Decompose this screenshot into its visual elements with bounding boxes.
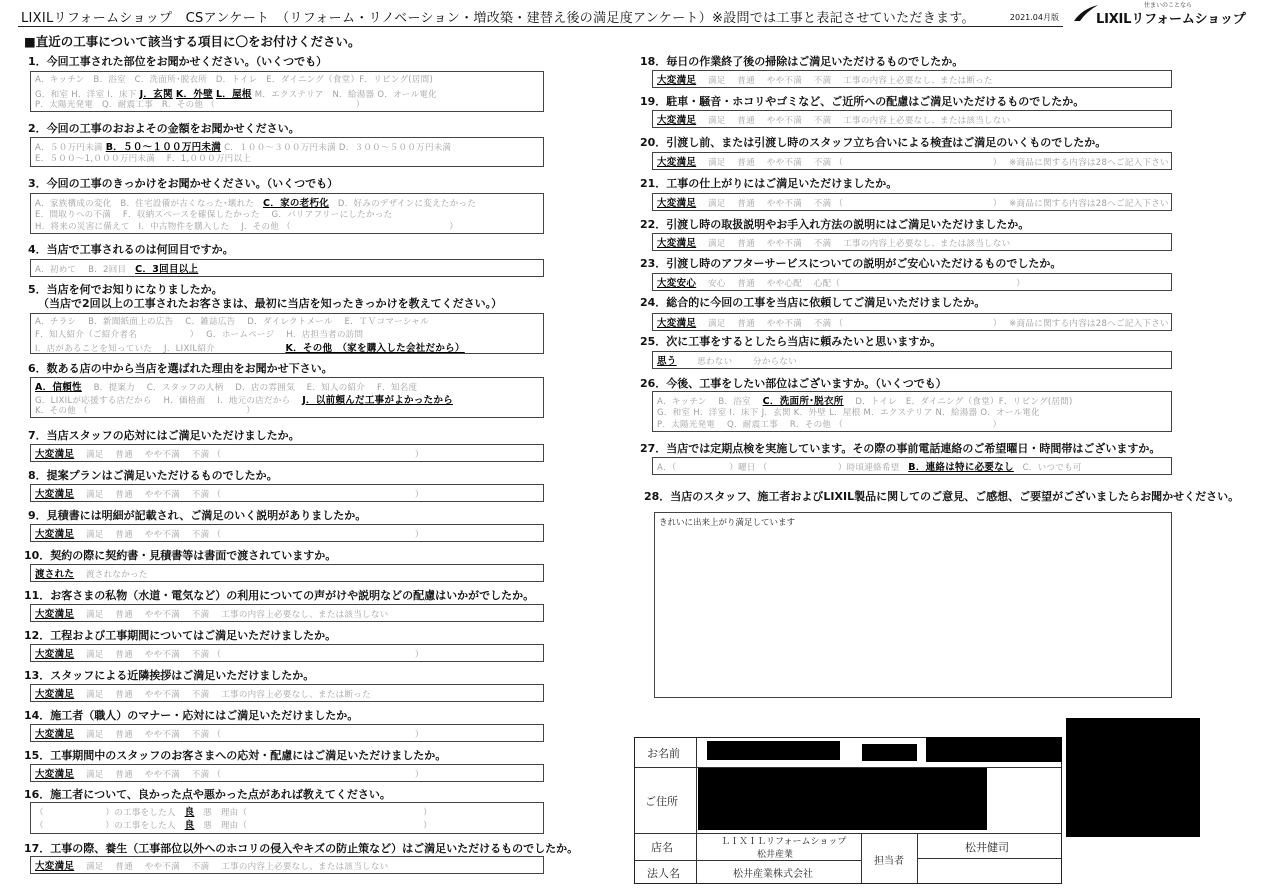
question-2: 2．今回の工事のおおよその金額をお聞かせください。 <box>28 122 300 135</box>
selected-option: 大変満足 <box>657 318 697 329</box>
document-title: LIXILリフォームショップ CSアンケート （リフォーム・リノベーション・増改築・建替え後の満足度アンケート）※設問では工事と表記させていただきます。 <box>21 11 975 26</box>
store-label: 店名 <box>651 841 673 854</box>
selected-option: 大変満足 <box>35 729 75 740</box>
answer-box-3 <box>30 193 544 234</box>
selected-option: J．玄関 <box>139 88 173 100</box>
answer-box-1 <box>30 71 544 112</box>
option-text: G．和室 H．洋室 I．床下 <box>35 89 140 100</box>
address-label: ご住所 <box>645 795 678 808</box>
answer-box-7 <box>30 444 544 462</box>
option-text: 渡されなかった <box>74 570 148 580</box>
store-value-line1: ＬＩＸＩＬリフォームショップ <box>721 837 847 847</box>
answer-line <box>35 340 465 354</box>
answer-line <box>657 112 1010 126</box>
option-text: 満足 普通 やや不満 不満 （ ） <box>74 450 424 460</box>
option-text: C．いつでも可 <box>1013 463 1082 473</box>
question-20: 20．引渡し前、または引渡し時のスタッフ立ち合いによる検査はご満足のいくものでしたか。 <box>640 136 1107 149</box>
answer-line <box>35 526 424 540</box>
option-text: 満足 普通 やや不満 不満 （ ） ※商品に関する内容は28へご記入下さい <box>696 158 1169 168</box>
option-text: 満足 普通 やや不満 不満 工事の内容上必要なし、または断った <box>74 690 371 700</box>
question-21: 21．工事の仕上がりにはご満足いただけましたか。 <box>640 177 898 190</box>
answer-line <box>657 72 993 86</box>
answer-line <box>35 315 429 327</box>
answer-line <box>657 235 1010 249</box>
answer-line <box>657 275 1025 289</box>
edition-date: 2021.04月版 <box>1009 13 1059 22</box>
corp-label: 法人名 <box>647 867 680 880</box>
option-text: M．エクステリア N．給湯器 O．オール電化 <box>251 89 437 100</box>
redacted-name-3 <box>926 737 1062 762</box>
lixil-logo <box>1070 0 1246 28</box>
answer-line <box>35 566 148 580</box>
option-text: 思わない 分からない <box>676 357 798 367</box>
selected-option: 大変満足 <box>35 609 75 620</box>
logo-tagline: 住まいのことなら <box>1144 2 1193 9</box>
selected-option: J．以前頼んだ工事がよかったから <box>302 394 454 406</box>
selected-option: B．連絡は特に必要なし <box>908 462 1014 473</box>
answer-line <box>35 486 424 500</box>
question-18: 18．毎日の作業終了後の掃除はご満足いただけるものでしたか。 <box>640 55 964 68</box>
option-text: （ ）の工事をした人 <box>35 820 185 831</box>
option-text: 満足 普通 やや不満 不満 工事の内容上必要なし、または該当しない <box>696 116 1011 126</box>
answer-box-21 <box>652 193 1172 211</box>
selected-option: K．外壁 <box>175 88 213 100</box>
answer-line <box>35 261 198 275</box>
option-text: 満足 普通 やや不満 不満 工事の内容上必要なし、または該当しない <box>74 610 389 620</box>
section-heading: ■直近の工事について該当する項目に〇をお付けください。 <box>24 34 361 49</box>
question-15: 15．工事期間中のスタッフのお客さまへの応対・配慮にはご満足いただけましたか。 <box>24 749 447 762</box>
question-11: 11．お客さまの私物（水道・電気など）の利用についての声がけや説明などの配慮はいかがでしたか。 <box>24 589 535 602</box>
question-28: 28．当店のスタッフ、施工者およびLIXIL製品に関してのご意見、ご感想、ご要望がございましたらお聞かせください。 <box>644 490 1240 503</box>
answer-box-5 <box>30 313 544 354</box>
question-3: 3．今回の工事のきっかけをお聞かせください。（いくつでも） <box>28 177 339 190</box>
answer-line <box>35 646 424 660</box>
answer-box-8 <box>30 484 544 502</box>
answer-line <box>35 686 371 700</box>
option-text: A．５０万円未満 <box>35 143 106 153</box>
question-13: 13．スタッフによる近隣挨拶はご満足いただけましたか。 <box>24 669 315 682</box>
redacted-name-2 <box>862 744 917 761</box>
question-7: 7．当店スタッフの応対にはご満足いただけましたか。 <box>28 429 300 442</box>
answer-line <box>35 446 424 460</box>
option-text: A．初めて B．2回目 <box>35 265 136 275</box>
option-text: E．５００～1,０００万円未満 F．1,０００万円以上 <box>35 153 252 164</box>
answer-line <box>35 404 255 416</box>
selected-option: 大変安心 <box>657 278 697 289</box>
answer-box-20 <box>652 152 1172 170</box>
customer-info-table <box>634 737 1062 884</box>
answer-box-22 <box>652 233 1172 251</box>
answer-line <box>35 766 424 780</box>
option-text: E．間取りへの不満 F．収納スペースを確保したかった G．バリアフリーにしたかった <box>35 209 393 220</box>
question-24: 24．総合的に今回の工事を当店に依頼してご満足いただけましたか。 <box>640 296 986 309</box>
option-text: F．知人紹介（ご紹介者名 ） G．ホームページ H．店担当者の訪問 <box>35 329 364 340</box>
question-26: 26．今後、工事をしたい部位はございますか。（いくつでも） <box>640 377 947 390</box>
question-12: 12．工程および工事期間についてはご満足いただけましたか。 <box>24 629 337 642</box>
answer-box-12 <box>30 644 544 662</box>
redacted-address <box>698 768 987 830</box>
comment-box <box>654 512 1172 698</box>
selected-option: 思う <box>657 356 677 367</box>
store-value-line2: 松井産業 <box>757 850 794 860</box>
selected-option: B．５０～１００万円未満 <box>105 142 222 153</box>
answer-line <box>35 220 458 232</box>
selected-option: 大変満足 <box>35 861 75 872</box>
selected-option: 大変満足 <box>657 157 697 168</box>
option-text: 満足 普通 やや不満 不満 （ ） <box>74 490 424 500</box>
redacted-name-1 <box>707 741 840 760</box>
selected-option: C．家の老朽化 <box>263 198 330 209</box>
option-text: D．トイレ E．ダイニング（食堂）F．リビング(居間) <box>843 397 1073 407</box>
answer-box-16 <box>30 802 544 834</box>
selected-option: 大変満足 <box>35 449 75 460</box>
answer-line <box>35 208 392 220</box>
option-text: G．LIXILが応援する店だから H．価格面 I．地元の店だから <box>35 395 303 406</box>
answer-line <box>657 418 1001 430</box>
selected-option: 大変満足 <box>35 689 75 700</box>
redacted-stamp <box>1066 718 1200 837</box>
answer-box-27 <box>652 457 1172 475</box>
option-text: 安心 普通 やや心配 心配（ ） <box>696 279 1026 289</box>
answer-box-24 <box>652 313 1172 331</box>
option-text: A．（ ）曜日 （ ）時頃連絡希望 <box>657 463 909 473</box>
name-label: お名前 <box>647 747 680 760</box>
answer-line <box>35 98 365 110</box>
selected-option: L．屋根 <box>215 88 252 100</box>
answer-line <box>35 606 388 620</box>
option-text: 満足 普通 やや不満 不満 （ ） <box>74 650 424 660</box>
document-header <box>18 5 1063 27</box>
answer-box-9 <box>30 524 544 542</box>
selected-option: 大変満足 <box>657 198 697 209</box>
option-text: （ ）の工事をした人 <box>35 808 185 818</box>
question-9: 9．見積書には明細が記載され、ご満足のいく説明がありましたか。 <box>28 509 367 522</box>
option-text: 満足 普通 やや不満 不満 （ ） <box>74 730 424 740</box>
option-text: G．和室 H．洋室 I．床下 J．玄関 K．外壁 L．屋根 M．エクステリア N．給湯器 O．オール電化 <box>657 407 1040 418</box>
corp-value: 松井産業株式会社 <box>733 869 813 880</box>
option-text: P．太陽光発電 Q．耐震工事 R．その他 （ ） <box>657 420 1002 430</box>
selected-option: 大変満足 <box>657 238 697 249</box>
option-text: 満足 普通 やや不満 不満 工事の内容上必要なし、または該当しない <box>74 862 389 872</box>
answer-box-4 <box>30 259 544 277</box>
staff-value: 松井健司 <box>965 841 1009 854</box>
answer-line <box>657 459 1082 473</box>
answer-box-11 <box>30 604 544 622</box>
option-text: 満足 普通 やや不満 不満 工事の内容上必要なし、または断った <box>696 76 993 86</box>
option-text: C．１００～３００万円未満 D．３００～５００万円未満 <box>221 143 452 153</box>
answer-box-19 <box>652 110 1172 128</box>
option-text: 満足 普通 やや不満 不満 （ ） <box>74 530 424 540</box>
option-text: H．将来の災害に備えて I．中古物件を購入した J．その他 （ ） <box>35 222 459 232</box>
answer-line <box>657 154 1169 168</box>
answer-box-26 <box>652 391 1172 432</box>
selected-option: C．洗面所･脱衣所 <box>762 396 844 407</box>
selected-option: 大変満足 <box>35 529 75 540</box>
option-text: 満足 普通 やや不満 不満 工事の内容上必要なし、または該当しない <box>696 239 1011 249</box>
option-text: A．チラシ B．新聞紙面上の広告 C．雑誌広告 D．ダイレクトメール E．ＴＶコマーシャル <box>35 317 430 327</box>
question-17: 17．工事の際、養生（工事部位以外へのホコリの侵入やキズの防止策など）はご満足いただけるものでしたか。 <box>24 842 579 855</box>
answer-line <box>657 195 1169 209</box>
option-text: K．その他 （ ） <box>35 406 256 416</box>
option-text: A．キッチン B．浴室 <box>657 397 763 407</box>
selected-option: 大変満足 <box>35 489 75 500</box>
answer-box-6 <box>30 377 544 418</box>
option-text: B．提案力 C．スタッフの人柄 D．店の雰囲気 E．知人の紹介 F．知名度 <box>81 383 418 393</box>
selected-option: 大変満足 <box>657 75 697 86</box>
answer-line <box>35 73 433 85</box>
option-text: A．キッチン B．浴室 C．洗面所･脱衣所 D．トイレ E．ダイニング（食堂）F．リビング(居間) <box>35 75 434 85</box>
option-text: 満足 普通 やや不満 不満 （ ） ※商品に関する内容は28へご記入下さい <box>696 199 1169 209</box>
answer-box-13 <box>30 684 544 702</box>
staff-label: 担当者 <box>874 856 904 867</box>
selected-option: K．その他 （家を購入した会社だから） <box>285 343 465 354</box>
answer-line <box>35 817 432 831</box>
option-text: I．店があることを知っていた J．LIXIL紹介 <box>35 344 286 354</box>
option-text: D．好みのデザインに変えたかった <box>329 199 477 209</box>
selected-option: 渡された <box>35 569 75 580</box>
question-22: 22．引渡し時の取扱説明やお手入れ方法の説明にはご満足いただけましたか。 <box>640 218 1030 231</box>
answer-line <box>35 858 388 872</box>
answer-box-15 <box>30 764 544 782</box>
question-14: 14．施工者（職人）のマナー・応対にはご満足いただけましたか。 <box>24 709 359 722</box>
selected-option: 良 <box>184 819 195 831</box>
selected-option: 良 <box>184 807 195 818</box>
answer-line <box>35 726 424 740</box>
question-1: 1．今回工事された部位をお聞かせください。（いくつでも） <box>28 55 328 68</box>
selected-option: A．信頼性 <box>35 382 82 393</box>
question-5-note: （当店で2回以上の工事されたお客さまは、最初に当店を知ったきっかけを教えてください。） <box>38 297 503 310</box>
question-16: 16．施工者について、良かった点や悪かった点があれば教えてください。 <box>24 788 391 801</box>
answer-box-10 <box>30 564 544 582</box>
question-5: 5．当店を何でお知りになりましたか。 <box>28 283 223 296</box>
answer-line <box>657 406 1040 418</box>
option-text: P．太陽光発電 Q．耐震工事 R．その他 （ ） <box>35 100 365 110</box>
question-10: 10．契約の際に契約書・見積書等は書面で渡されていますか。 <box>24 549 337 562</box>
answer-box-17 <box>30 856 544 874</box>
logo-name: LIXILリフォームショップ <box>1096 12 1246 27</box>
answer-box-2 <box>30 137 544 167</box>
answer-box-23 <box>652 273 1172 291</box>
selected-option: 大変満足 <box>657 115 697 126</box>
answer-box-18 <box>652 70 1172 88</box>
answer-line <box>657 315 1169 329</box>
question-8: 8．提案プランはご満足いただけるものでしたか。 <box>28 469 278 482</box>
answer-line <box>657 353 797 367</box>
selected-option: 大変満足 <box>35 769 75 780</box>
question-4: 4．当店で工事されるのは何回目ですか。 <box>28 243 234 256</box>
answer-line <box>35 152 251 164</box>
question-27: 27．当店では定期点検を実施しています。その際の事前電話連絡のご希望曜日・時間帯はございますか。 <box>640 442 1161 455</box>
answer-line <box>35 328 363 340</box>
option-text: 満足 普通 やや不満 不満 （ ） ※商品に関する内容は28へご記入下さい <box>696 319 1169 329</box>
option-text: 満足 普通 やや不満 不満 （ ） <box>74 770 424 780</box>
option-text: A．家族構成の変化 B．住宅設備が古くなった･壊れた <box>35 199 263 209</box>
question-25: 25．次に工事をするとしたら当店に頼みたいと思いますか。 <box>640 335 942 348</box>
answer-box-14 <box>30 724 544 742</box>
option-text: 悪 理由（ ） <box>194 808 433 818</box>
question-19: 19．駐車・騒音・ホコリやゴミなど、ご近所への配慮はご満足いただけるものでしたか。 <box>640 95 1085 108</box>
selected-option: 大変満足 <box>35 649 75 660</box>
answer-box-25 <box>652 351 1172 369</box>
question-23: 23．引渡し時のアフターサービスについての説明がご安心いただけるものでしたか。 <box>640 257 1062 270</box>
option-text: 悪 理由（ ） <box>194 820 433 831</box>
question-6: 6．数ある店の中から当店を選ばれた理由をお聞かせ下さい。 <box>28 362 333 375</box>
selected-option: C．3回目以上 <box>135 264 199 275</box>
comment-text: きれいに出来上がり満足しています <box>659 518 796 528</box>
